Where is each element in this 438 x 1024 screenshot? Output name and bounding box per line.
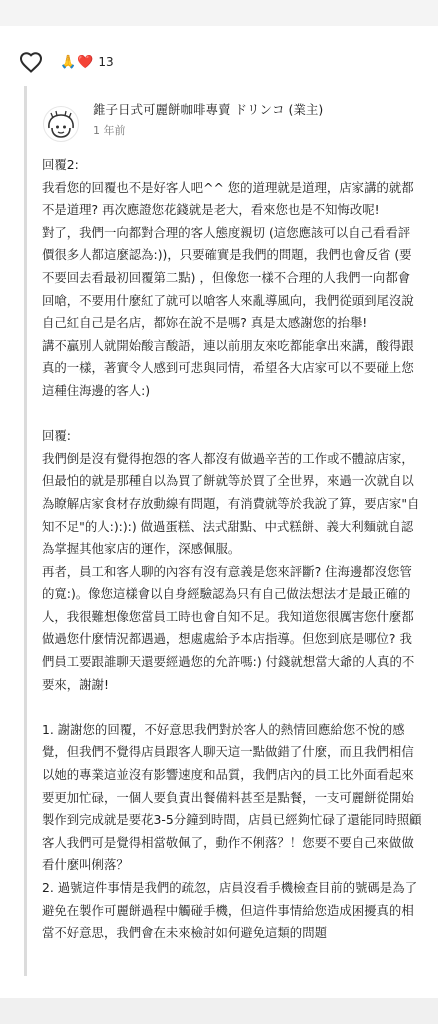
owner-reply-header xyxy=(43,102,323,142)
reply-time: 1 年前 xyxy=(93,124,126,137)
red-heart-icon: ❤️ xyxy=(77,54,94,70)
cartoon-logo-icon xyxy=(44,107,78,141)
top-edge-shade xyxy=(0,0,438,26)
reaction-count: 13 xyxy=(98,55,114,69)
like-button[interactable] xyxy=(18,49,44,75)
reply-text: 回覆2: 我看您的回覆也不是好客人吧^^ 您的道理就是道理，店家講的就都不是道理? 再次應證您花錢就是老大，看來您也是不知悔改呢! 對了，我們一向都對合理的客人態度親切 (這您應該可以自己看看評價很多人都這麼認為:))，只要確實是我們的問題，我們也會反省 (要不要回去看最初回覆第二點) ，但像您一樣不合理的人我們一向都會回嗆，不要用什麼紅了就可以嗆客人來亂導風向，我們從頭到尾沒說自己紅自己是名店，都妳在說不是嗎? 真是太感謝您的抬舉! 講不贏別人就開始酸言酸語，連以前朋友來吃都能拿出來講，酸得跟真的一樣，著實令人感到可悲與同情，希望各大店家可以不要碰上您這種住海邊的客人:) 回覆: 我們倒是沒有覺得抱怨的客人都沒有做過辛苦的工作或不體諒店家，但最怕的就是那種自以為買了餅就等於買了全世界，來過一次就自以為瞭解店家食材存放動線有問題，有消費就等於我說了算，要店家"自知不足"的人:):):) 做過蛋糕、法式甜點、中式糕餅、義大利麵就自認為掌握其他家店的運作，深感佩服。 再者，員工和客人聊的內容有沒有意義是您來評斷? 住海邊都沒您管的寬:)。像您這樣會以自身經驗認為只有自己做法想法才是最正確的人，我很難想像您當員工時也會自知不足。我知道您很厲害您什麼都做過您什麼情況都遇過，想處處給予本店指導。但您到底是哪位? 我們員工要跟誰聊天還要經過您的允許嗎:) 付錢就想當大爺的人真的不要來，謝謝! 1. 謝謝您的回覆，不好意思我們對於客人的熱情回應給您不悅的感覺，但我們不覺得店員跟客人聊天這一點做錯了什麼，而且我們相信以她的專業這並沒有影響速度和品質，我們店內的員工比外面看起來要更加忙碌，一個人要負責出餐備料甚至是點餐，一支可麗餅從開始製作到完成就是要花3-5分鐘到時間，店員已經夠忙碌了還能同時照顧客人我們可是覺得相當敬佩了，動作不俐落？！您要不要自己來做做看什麼叫俐落？ 2. 過號這件事情是我們的疏忽，店員沒看手機檢查目前的號碼是為了避免在製作可麗餅過程中觸碰手機，但這件事情給您造成困擾真的相當不好意思，我們會在未來檢討如何避免這類的問題 xyxy=(42,157,422,941)
raised-hands-icon: 🙏 xyxy=(60,54,77,70)
review-actions xyxy=(18,46,114,78)
bottom-edge-shade xyxy=(0,998,438,1024)
reaction-summary[interactable] xyxy=(60,55,114,69)
owner-reply xyxy=(24,86,422,976)
owner-avatar[interactable] xyxy=(43,106,79,142)
heart-outline-icon xyxy=(19,51,43,73)
owner-name[interactable]: 錐子日式可麗餅咖啡專賣 ドリンコ (業主) xyxy=(93,102,324,117)
